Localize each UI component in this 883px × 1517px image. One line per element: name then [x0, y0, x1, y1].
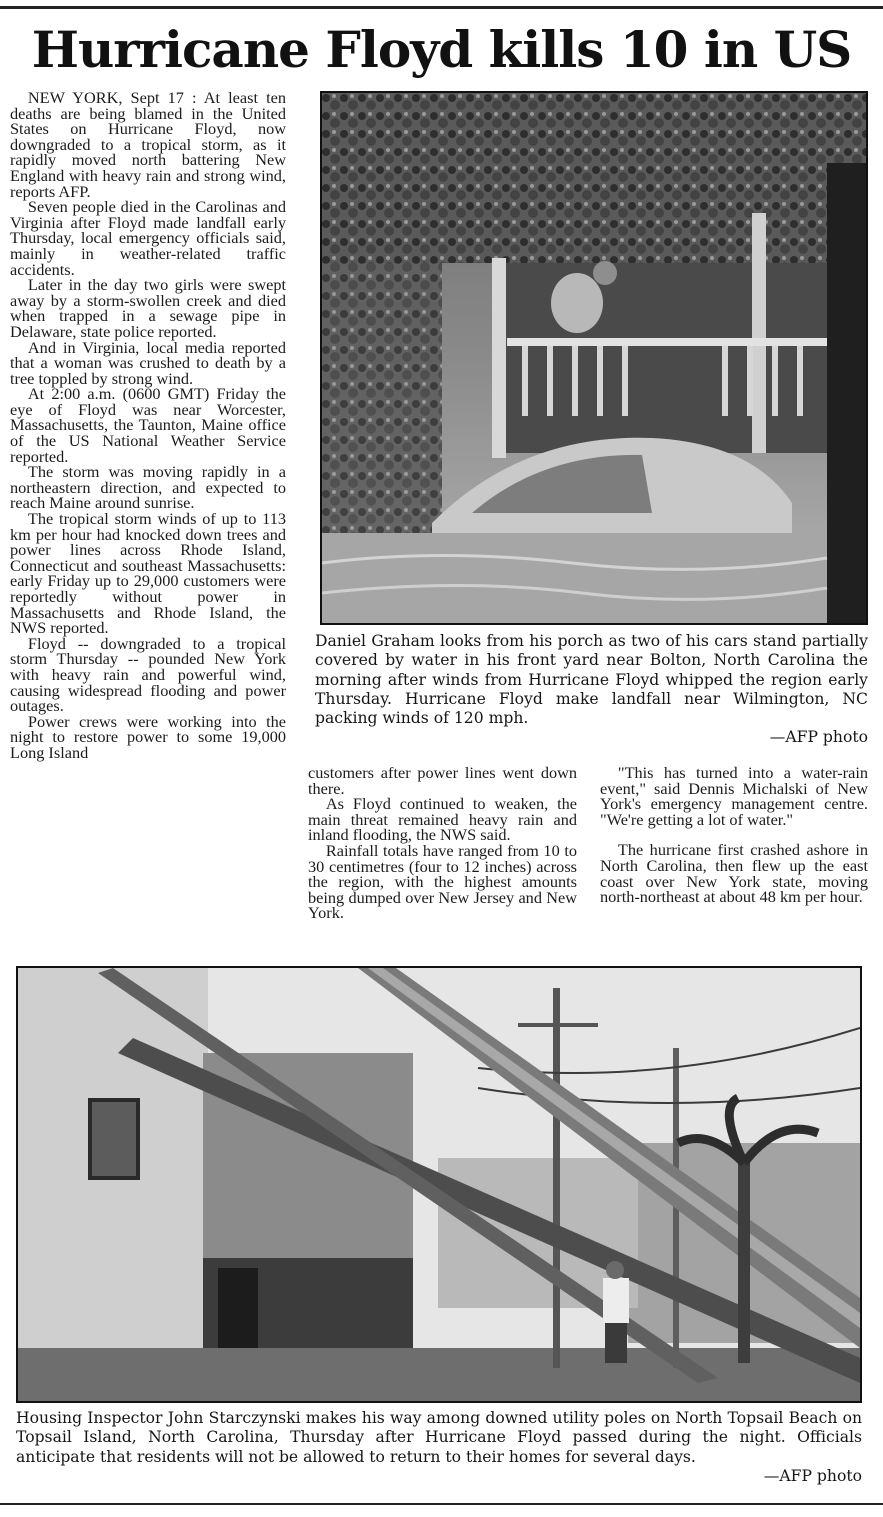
photo-downed-utility-poles	[16, 966, 862, 1403]
photo-credit: —AFP photo	[763, 1466, 862, 1485]
article-column-middle	[308, 765, 577, 963]
photo-porch-flooded-cars	[320, 91, 868, 625]
caption-text: Housing Inspector John Starczynski makes his way among downed utility poles on North Topsail Beach on Topsail Island, North Carolina, Thursday after Hurricane Floyd passed during the night. Officials anticipate that residents will not be allowed to return to their homes for several days.	[16, 1409, 862, 1466]
article-paragraph: Floyd -- downgraded to a tropical storm Thursday -- pounded New York with heavy rain and powerful wind, causing widespread flooding and power outages.	[10, 633, 286, 716]
article-paragraph: As Floyd continued to weaken, the main threat remained heavy rain and inland flooding, the NWS said.	[308, 794, 577, 845]
article-paragraph: The hurricane first crashed ashore in North Carolina, then flew up the east coast over New York state, moving north-northeast at about 48 km per hour.	[600, 840, 868, 907]
article-column-left	[10, 90, 286, 962]
article-paragraph: "This has turned into a water-rain event," said Dennis Michalski of New York's emergency management centre. "We're getting a lot of water."	[600, 765, 868, 829]
article-paragraph: Later in the day two girls were swept away by a storm-swollen creek and died when trapped in a sewage pipe in Delaware, state police reported.	[10, 275, 286, 341]
article-column-right	[600, 765, 868, 963]
caption-text: Daniel Graham looks from his porch as two of his cars stand partially covered by water in his front yard near Bolton, North Carolina the morning after winds from Hurricane Floyd whipped the region early Thursday. Hurricane Floyd make landfall near Wilmington, NC packing winds of 120 mph.	[315, 632, 868, 728]
bottom-rule	[0, 1503, 883, 1505]
caption-bottom-photo	[16, 1409, 862, 1501]
top-rule	[0, 6, 883, 9]
article-paragraph: At 2:00 a.m. (0600 GMT) Friday the eye of Floyd was near Worcester, Massachusetts, the Taunton, Maine office of the US National Weather Service reported.	[10, 384, 286, 466]
article-paragraph: The storm was moving rapidly in a northeastern direction, and expected to reach Maine around sunrise.	[10, 462, 286, 513]
caption-top-photo	[315, 632, 868, 762]
article-paragraph: Rainfall totals have ranged from 10 to 30 centimetres (four to 12 inches) across the region, with the highest amounts being dumped over New Jersey and New York.	[308, 840, 577, 923]
headline: Hurricane Floyd kills 10 in US	[31, 20, 852, 79]
article-paragraph: customers after power lines went down there.	[308, 765, 577, 798]
photo-credit: —AFP photo	[769, 728, 868, 747]
article-paragraph: And in Virginia, local media reported that a woman was crushed to death by a tree toppled by strong wind.	[10, 337, 286, 388]
article-paragraph: The tropical storm winds of up to 113 km per hour had knocked down trees and power lines across Rhode Island, Connecticut and southeast Massachusetts: early Friday up to 29,000 customers were reportedly without power in Massachusetts and Rhode Island, the NWS reported.	[10, 509, 286, 638]
article-paragraph: Seven people died in the Carolinas and Virginia after Floyd made landfall early Thursday, local emergency officials said, mainly in weather-related traffic accidents.	[10, 197, 286, 279]
article-paragraph: Power crews were working into the night to restore power to some 19,000 Long Island	[10, 711, 286, 762]
article-paragraph: NEW YORK, Sept 17 : At least ten deaths are being blamed in the United States on Hurricane Floyd, now downgraded to a tropical storm, as it rapidly moved north battering New England with heavy rain and strong wind, reports AFP.	[10, 90, 286, 201]
